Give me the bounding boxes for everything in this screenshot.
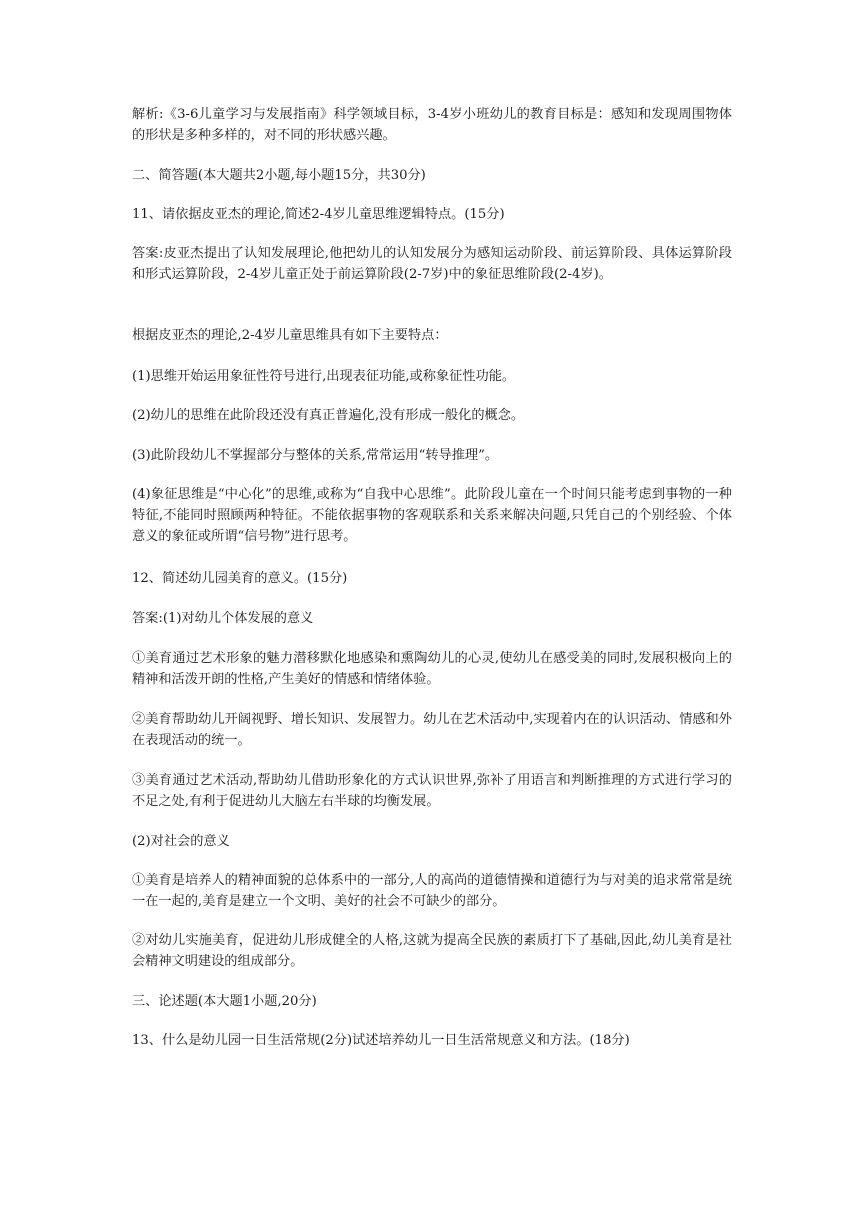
answer-11-point-2: (2)幼儿的思维在此阶段还没有真正普遍化,没有形成一般化的概念。 — [132, 408, 525, 423]
question-13: 13、什么是幼儿园一日生活常规(2分)试述培养幼儿一日生活常规意义和方法。(18分) — [132, 1033, 630, 1048]
section-heading-short-answer: 二、简答题(本大题共2小题,每小题15分，共30分) — [132, 168, 426, 183]
answer-12-heading-2: (2)对社会的意义 — [132, 834, 230, 849]
question-11: 11、请依据皮亚杰的理论,简述2-4岁儿童思维逻辑特点。(15分) — [132, 207, 505, 222]
answer-11-point-4: (4)象征思维是“中心化”的思维,或称为“自我中心思维”。此阶段儿童在一个时间只能考虑到事物的一种特征,不能同时照顾两种特征。不能依据事物的客观联系和关系来解决问题,只凭自己的个别经验、个体意义的象征或所谓“信号物”进行思考。 — [132, 487, 732, 544]
analysis-paragraph: 解析:《3-6儿童学习与发展指南》科学领域目标，3-4岁小班幼儿的教育目标是：感知和发现周围物体的形状是多种多样的，对不同的形状感兴趣。 — [132, 107, 732, 143]
answer-11-intro: 根据皮亚杰的理论,2-4岁儿童思维具有如下主要特点： — [132, 328, 448, 343]
answer-11-point-1: (1)思维开始运用象征性符号进行,出现表征功能,或称象征性功能。 — [132, 369, 516, 384]
answer-12-item-4: ①美育是培养人的精神面貌的总体系中的一部分,人的高尚的道德情操和道德行为与对美的追求常常是统一在一起的,美育是建立一个文明、美好的社会不可缺少的部分。 — [132, 873, 732, 909]
answer-12-heading-1: 答案:(1)对幼儿个体发展的意义 — [132, 611, 314, 626]
section-heading-essay: 三、论述题(本大题1小题,20分) — [132, 994, 317, 1009]
answer-12-item-1: ①美育通过艺术形象的魅力潜移默化地感染和熏陶幼儿的心灵,使幼儿在感受美的同时,发展积极向上的精神和活泼开朗的性格,产生美好的情感和情绪体验。 — [132, 651, 732, 687]
answer-12-item-5: ②对幼儿实施美育，促进幼儿形成健全的人格,这就为提高全民族的素质打下了基础,因此,幼儿美育是社会精神文明建设的组成部分。 — [132, 933, 732, 969]
answer-11: 答案:皮亚杰提出了认知发展理论,他把幼儿的认知发展分为感知运动阶段、前运算阶段、具体运算阶段和形式运算阶段，2-4岁儿童正处于前运算阶段(2-7岁)中的象征思维阶段(2-4岁)。 — [132, 246, 732, 282]
answer-12-item-2: ②美育帮助幼儿开阔视野、增长知识、发展智力。幼儿在艺术活动中,实现着内在的认识活动、情感和外在表现活动的统一。 — [132, 712, 732, 748]
answer-12-item-3: ③美育通过艺术活动,帮助幼儿借助形象化的方式认识世界,弥补了用语言和判断推理的方式进行学习的不足之处,有利于促进幼儿大脑左右半球的均衡发展。 — [132, 773, 732, 809]
question-12: 12、简述幼儿园美育的意义。(15分) — [132, 571, 348, 586]
answer-11-point-3: (3)此阶段幼儿不掌握部分与整体的关系,常常运用“转导推理”。 — [132, 448, 499, 463]
